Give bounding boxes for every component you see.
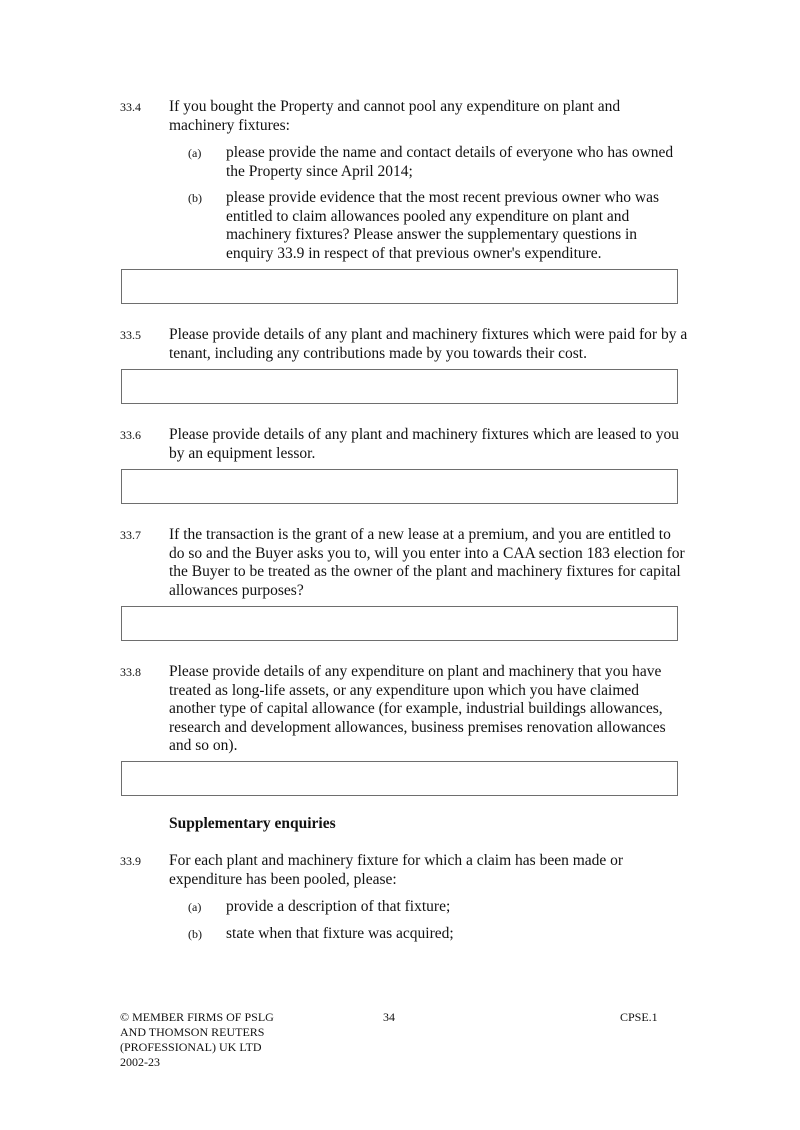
- answer-box-33-4[interactable]: [121, 269, 678, 304]
- section-33-9-a-label: (a): [188, 900, 202, 914]
- answer-box-33-7[interactable]: [121, 606, 678, 641]
- section-33-5-number: 33.5: [120, 328, 141, 342]
- section-33-9-b-label: (b): [188, 927, 202, 941]
- answer-box-33-6[interactable]: [121, 469, 678, 504]
- footer-form-code: CPSE.1: [620, 1010, 658, 1024]
- section-33-9-number: 33.9: [120, 854, 141, 868]
- section-33-4-number: 33.4: [120, 100, 141, 114]
- answer-box-33-5[interactable]: [121, 369, 678, 404]
- section-33-7-number: 33.7: [120, 528, 141, 542]
- footer-copyright: © MEMBER FIRMS OF PSLG AND THOMSON REUTERS (PROFESSIONAL) UK LTD 2002-23: [120, 1010, 274, 1069]
- section-33-7-text: If the transaction is the grant of a new lease at a premium, and you are entitled to do so and the Buyer asks you to, will you enter into a CAA section 183 election for the Buyer to be treated as the owner of the plant and machinery fixtures for capital allowances purposes?: [169, 526, 685, 599]
- section-33-9-text: For each plant and machinery fixture for which a claim has been made or expenditure has been pooled, please:: [169, 852, 624, 888]
- answer-box-33-8[interactable]: [121, 761, 678, 796]
- supplementary-heading: Supplementary enquiries: [169, 815, 336, 832]
- section-33-9-b-text: state when that fixture was acquired;: [226, 925, 454, 942]
- section-33-4-b-text: please provide evidence that the most recent previous owner who was entitled to claim allowances pooled any expenditure on plant and machinery fixtures? Please answer the supplementary questions in enquiry 33.9 in respect of that previous owner's expenditure.: [226, 189, 659, 262]
- section-33-4-b-label: (b): [188, 191, 202, 205]
- section-33-4-a-label: (a): [188, 146, 202, 160]
- footer-page-number: 34: [383, 1010, 395, 1024]
- section-33-8-text: Please provide details of any expenditure on plant and machinery that you have treated as long-life assets, or any expenditure upon which you have claimed another type of capital allowance (for example, industrial buildings allowances, research and development allowances, business premises renovation allowances and so on).: [169, 663, 666, 754]
- section-33-6-number: 33.6: [120, 428, 141, 442]
- section-33-4-text: If you bought the Property and cannot pool any expenditure on plant and machinery fixtures:: [169, 98, 621, 134]
- section-33-8-number: 33.8: [120, 665, 141, 679]
- section-33-6-text: Please provide details of any plant and machinery fixtures which are leased to you by an equipment lessor.: [169, 426, 680, 462]
- section-33-9-a-text: provide a description of that fixture;: [226, 898, 451, 915]
- section-33-4-a-text: please provide the name and contact details of everyone who has owned the Property since April 2014;: [226, 144, 674, 180]
- section-33-5-text: Please provide details of any plant and machinery fixtures which were paid for by a tenant, including any contributions made by you towards their cost.: [169, 326, 688, 362]
